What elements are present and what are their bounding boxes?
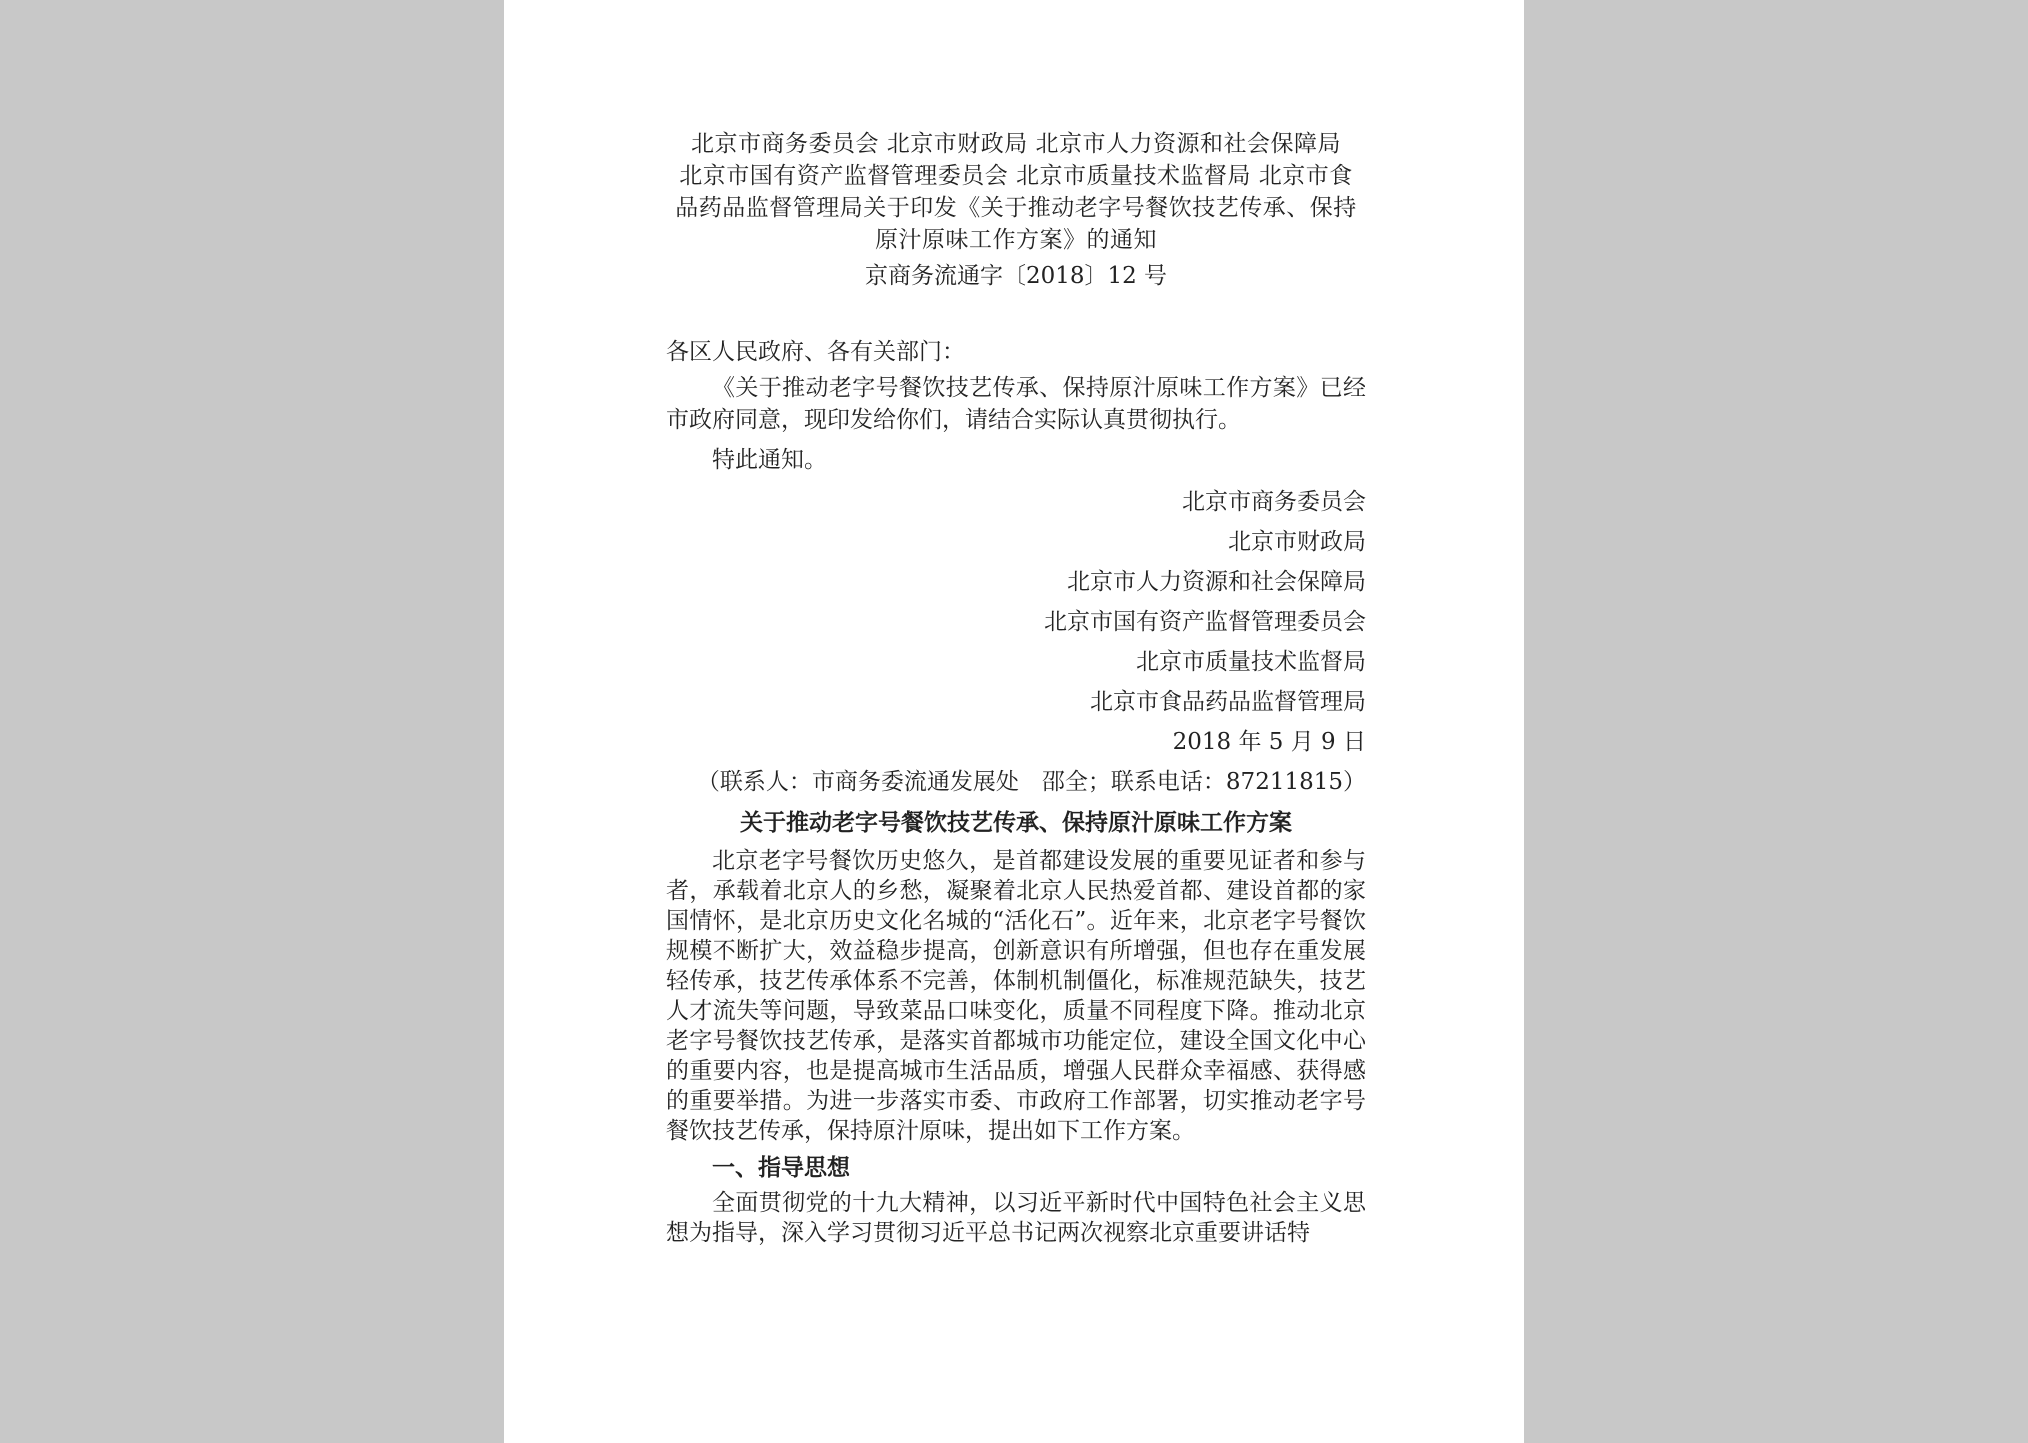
signer-commerce: 北京市商务委员会 xyxy=(1182,489,1366,515)
section-heading-guiding-ideology: 一、指导思想 xyxy=(712,1154,850,1181)
signer-state-assets: 北京市国有资产监督管理委员会 xyxy=(1044,609,1366,635)
plan-intro-paragraph: 北京老字号餐饮历史悠久，是首都建设发展的重要见证者和参与者，承载着北京人的乡愁，凝聚着北京人民热爱首都、建设首都的家国情怀，是北京历史文化名城的“活化石”。近年来，北京老字号餐饮规模不断扩大，效益稳步提高，创新意识有所增强，但也存在重发展轻传承，技艺传承体系不完善，体制机制僵化，标准规范缺失，技艺人才流失等问题，导致菜品口味变化，质量不同程度下降。推动北京老字号餐饮技艺传承，是落实首都城市功能定位，建设全国文化中心的重要内容，也是提高城市生活品质，增强人民群众幸福感、获得感的重要举措。为进一步落实市委、市政府工作部署，切实推动老字号餐饮技艺传承，保持原汁原味，提出如下工作方案。 xyxy=(666,848,1366,1144)
closing-line: 特此通知。 xyxy=(712,447,827,473)
signers-block xyxy=(666,482,1366,762)
contact-info: （联系人：市商务委流通发展处 邵全；联系电话：87211815） xyxy=(696,769,1366,795)
notice-title-line-3: 品药品监督管理局关于印发《关于推动老字号餐饮技艺传承、保持 xyxy=(675,195,1357,221)
signer-food-drug: 北京市食品药品监督管理局 xyxy=(1090,689,1366,715)
notice-paragraph: 《关于推动老字号餐饮技艺传承、保持原汁原味工作方案》已经市政府同意，现印发给你们，请结合实际认真贯彻执行。 xyxy=(666,375,1366,433)
notice-title-line-1: 北京市商务委员会 北京市财政局 北京市人力资源和社会保障局 xyxy=(690,131,1342,157)
page-content xyxy=(666,128,1366,1248)
notice-title-line-4: 原汁原味工作方案》的通知 xyxy=(875,227,1157,253)
signer-hr-social-security: 北京市人力资源和社会保障局 xyxy=(1067,569,1366,595)
issue-date: 2018 年 5 月 9 日 xyxy=(1172,729,1366,755)
signer-finance: 北京市财政局 xyxy=(1228,529,1366,555)
plan-title: 关于推动老字号餐饮技艺传承、保持原汁原味工作方案 xyxy=(740,809,1292,836)
document-page xyxy=(504,0,1524,1443)
notice-title-line-2: 北京市国有资产监督管理委员会 北京市质量技术监督局 北京市食 xyxy=(679,163,1353,189)
signer-quality-supervision: 北京市质量技术监督局 xyxy=(1136,649,1366,675)
document-number: 京商务流通字〔2018〕12 号 xyxy=(864,263,1168,289)
salutation: 各区人民政府、各有关部门： xyxy=(666,339,965,365)
section-guiding-ideology-text: 全面贯彻党的十九大精神，以习近平新时代中国特色社会主义思想为指导，深入学习贯彻习近平总书记两次视察北京重要讲话特 xyxy=(666,1190,1366,1246)
